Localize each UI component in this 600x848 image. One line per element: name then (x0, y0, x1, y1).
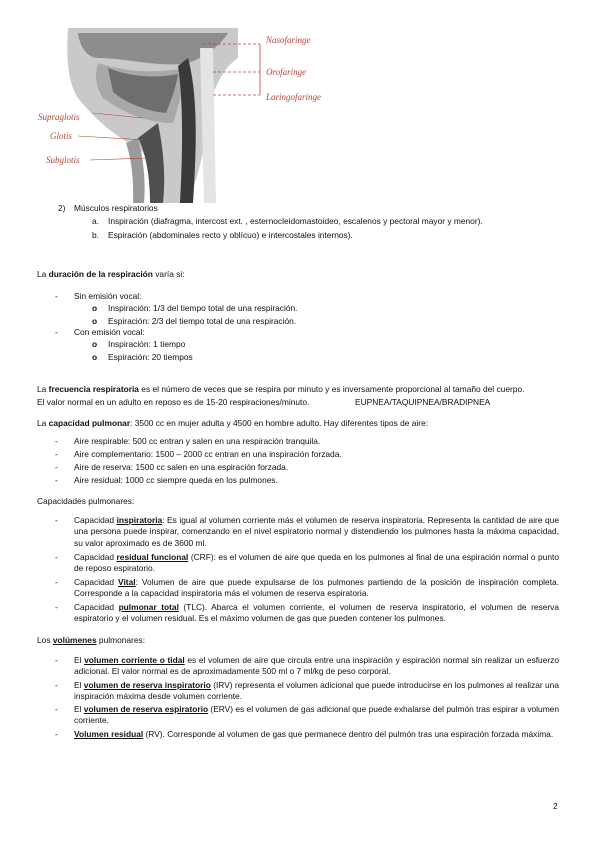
text-run: Capacidad (74, 577, 119, 587)
dash-marker: - (55, 680, 58, 690)
text-run: (RV). Corresponde al volumen de gas que permanece dentro del pulmón tras una espiración forzada máxima. (143, 729, 554, 739)
volumen-corriente-item (74, 655, 559, 678)
dash-marker: - (55, 704, 58, 714)
volumen-residual-item (74, 729, 559, 740)
text-run: La (37, 269, 49, 279)
text-run: pulmonares: (96, 635, 146, 645)
list-item-text: Inspiración: 1 tiempo (108, 339, 186, 349)
dash-marker: - (55, 577, 58, 587)
bullet-marker: o (92, 339, 98, 349)
label-laringofaringe: Laringofaringe (266, 92, 322, 102)
text-run: El (74, 704, 84, 714)
pharynx-larynx-figure (38, 28, 338, 203)
dash-marker: - (55, 291, 58, 301)
label-supraglotis: Supraglotis (38, 112, 80, 122)
text-run: Capacidad (74, 602, 119, 612)
text-run: Capacidad (74, 552, 117, 562)
dash-marker: - (55, 515, 58, 525)
dash-marker: - (55, 729, 58, 739)
list-item-text: Aire respirable: 500 cc entran y salen en una respiración tranquila. (74, 436, 321, 446)
text-run: La (37, 384, 49, 394)
list-item-text: Inspiración (diafragma, intercost ext. , esternocleidomastoideo, escalenos y pectoral mayor y menor). (108, 216, 483, 226)
label-subglotis: Subglotis (46, 155, 80, 165)
term-inspiratoria: inspiratoria (116, 515, 163, 525)
text-run: : Volumen de aire que puede expulsarse de los pulmones partiendo de la posición de inspiración completa. Corresponde a la capacidad inspiratoria más el volumen de reserva espiratoria. (74, 577, 559, 599)
term-residual-funcional: residual funcional (116, 552, 189, 562)
list-item-text: Espiración: 2/3 del tiempo total de una respiración. (108, 316, 297, 326)
dash-marker: - (55, 327, 58, 337)
term-duracion: duración de la respiración (48, 269, 153, 279)
paragraph-capacidad (37, 418, 428, 429)
list-item-text: Espiración: 20 tiempos (108, 352, 193, 362)
text-run: (IRV) representa el volumen adicional que puede introducirse en los pulmones al realizar una inspiración máxima desde volumen corriente. (74, 680, 559, 702)
list-item-text: Espiración (abdominales recto y oblícuo) e intercostales internos). (108, 230, 353, 240)
text-run: (TLC). Abarca el volumen corriente, el volumen de reserva inspiratorio, el volumen de reserva espiratorio y el volumen residual. Es el máximo volumen de gas que pueden contener los pulmones. (74, 602, 559, 624)
text-run: es el número de veces que se respira por minuto y es inversamente proporcional al tamaño del cuerpo. (138, 384, 525, 394)
section-title-volumenes (37, 635, 145, 646)
paragraph-frecuencia-line1 (37, 384, 524, 395)
section-title-capacidades: Capacidades pulmonares: (37, 496, 135, 506)
capacidad-residual-item (74, 552, 559, 575)
term-vital: Vital (118, 577, 136, 587)
volumen-reserva-inspiratorio-item (74, 680, 559, 703)
section-title-musculos: Músculos respiratorios (74, 203, 158, 213)
text-run: El (74, 655, 85, 665)
term-reserva-espiratorio: volumen de reserva espiratorio (83, 704, 209, 714)
paragraph-duracion (37, 269, 185, 280)
dash-marker: - (55, 475, 58, 485)
term-volumen-corriente: volumen corriente o tidal (84, 655, 185, 665)
label-glotis: Glotis (50, 131, 73, 141)
dash-marker: - (55, 602, 58, 612)
list-item-text: Aire complementario: 1500 – 2000 cc entran en una inspiración forzada. (74, 449, 342, 459)
pharynx-illustration (38, 28, 338, 203)
bullet-marker: o (92, 352, 98, 362)
dash-marker: - (55, 436, 58, 446)
text-run: La (37, 418, 49, 428)
list-item-text: Sin emisión vocal: (74, 291, 142, 301)
label-nasofaringe: Nasofaringe (266, 35, 311, 45)
paragraph-frecuencia-line2: El valor normal en un adulto en reposo es de 15-20 respiraciones/minuto. (37, 397, 310, 407)
list-number: 2) (58, 203, 66, 213)
dash-marker: - (55, 655, 58, 665)
volumen-reserva-espiratorio-item (74, 704, 559, 727)
text-run: varía si: (152, 269, 185, 279)
list-marker: a. (92, 216, 99, 226)
text-run: : Es igual al volumen corriente más el volumen de reserva inspiratoria. Representa la cantidad de aire que una persona puede inspirar, comenzando en el nivel espiratorio normal y distendiendo los pulmones hasta la máxima capacidad, su valor aproximado es de 3600 ml. (74, 515, 559, 548)
page-number: 2 (553, 801, 558, 811)
dash-marker: - (55, 552, 58, 562)
capacidad-vital-item (74, 577, 559, 600)
list-item-text: Inspiración: 1/3 del tiempo total de una respiración. (108, 303, 298, 313)
dash-marker: - (55, 462, 58, 472)
text-run: (CRF): es el volumen de aire que queda en los pulmones al final de una espiración normal o punto de reposo espiratorio. (74, 552, 559, 574)
text-run: (ERV) es el volumen de gas adicional que puede exhalarse del pulmón tras espirar a volumen corriente. (74, 704, 559, 726)
term-reserva-inspiratorio: volumen de reserva inspiratorio (83, 680, 211, 690)
label-orofaringe: Orofaringe (266, 67, 307, 77)
text-run: Los (37, 635, 53, 645)
term-volumenes: volúmenes (52, 635, 97, 645)
bullet-marker: o (92, 303, 98, 313)
term-volumen-residual: Volumen residual (74, 729, 144, 739)
frecuencia-tags: EUPNEA/TAQUIPNEA/BRADIPNEA (355, 397, 491, 407)
text-run: El (74, 680, 84, 690)
dash-marker: - (55, 449, 58, 459)
text-run: es el volumen de aire que circula entre una inspiración y espiración normal sin realizar un esfuerzo adicional. El valor normal es de aproximadamente 500 ml o 7 ml/kg de peso corporal. (74, 655, 559, 677)
term-capacidad: capacidad pulmonar (48, 418, 131, 428)
list-item-text: Con emisión vocal: (74, 327, 145, 337)
text-run: Capacidad (74, 515, 117, 525)
list-item-text: Aire de reserva: 1500 cc salen en una espiración forzada. (74, 462, 289, 472)
list-marker: b. (92, 230, 99, 240)
text-run: : 3500 cc en mujer adulta y 4500 en hombre adulto. Hay diferentes tipos de aire: (130, 418, 429, 428)
term-frecuencia: frecuencia respiratoria (48, 384, 139, 394)
capacidad-total-item (74, 602, 559, 625)
capacidad-inspiratoria-item (74, 515, 559, 549)
term-pulmonar-total: pulmonar total (118, 602, 179, 612)
list-item-text: Aire residual: 1000 cc siempre queda en los pulmones. (74, 475, 278, 485)
bullet-marker: o (92, 316, 98, 326)
